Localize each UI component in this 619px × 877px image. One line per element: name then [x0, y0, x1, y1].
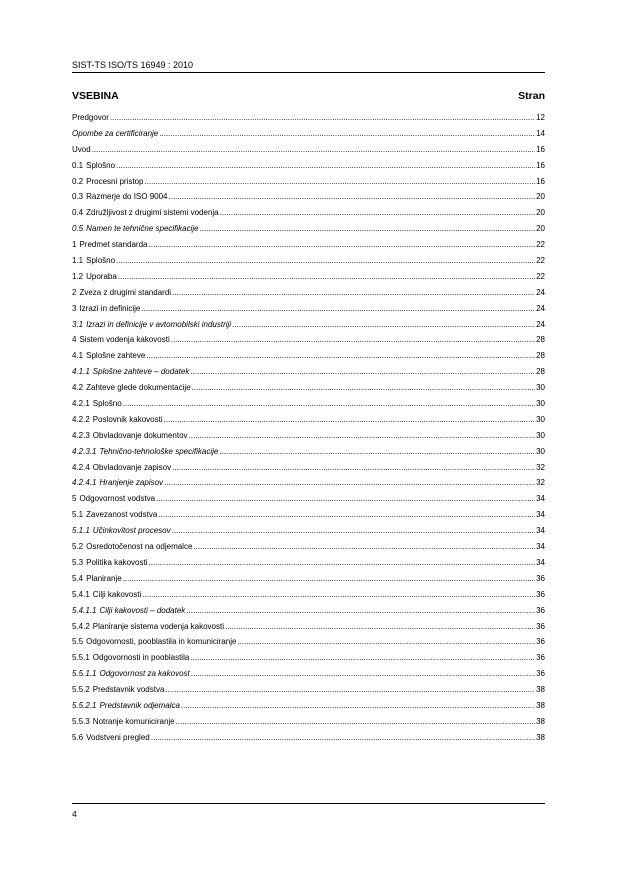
toc-leader-dots — [110, 113, 535, 122]
toc-entry-number: 3 — [72, 303, 77, 313]
toc-entry-number: 5.4 — [72, 573, 84, 583]
toc-entry-page: 30 — [536, 446, 545, 456]
toc-entry-page: 38 — [536, 685, 545, 695]
toc-entry-number: 4 — [72, 335, 77, 345]
toc-entry[interactable] — [72, 494, 545, 510]
toc-entry-label: Združljivost z drugimi sistemi vodenja — [86, 208, 219, 218]
toc-leader-dots — [92, 145, 535, 154]
toc-entry-number: 5.1 — [72, 510, 84, 520]
toc-leader-dots — [116, 256, 535, 265]
page-number: 4 — [72, 809, 77, 819]
toc-entry-label: Namen te tehnične specifikacije — [86, 224, 199, 234]
toc-entry-number: 5.5 — [72, 637, 84, 647]
toc-entry-page: 36 — [536, 669, 545, 679]
toc-entry-label: Izrazi in definicije v avtomobilski industriji — [86, 319, 232, 329]
toc-leader-dots — [176, 717, 535, 726]
toc-entry-label: Opombe za certificiranje — [72, 128, 159, 138]
toc-entry-label: Odgovornost vodstva — [79, 494, 156, 504]
toc-leader-dots — [165, 685, 535, 694]
toc-leader-dots — [146, 351, 535, 360]
toc-entry-number: 5.6 — [72, 732, 84, 742]
toc-entry-label: Splošno — [86, 160, 116, 170]
toc-entry-page: 36 — [536, 605, 545, 615]
toc-title: VSEBINA — [72, 90, 119, 102]
toc-title-row — [72, 90, 545, 102]
toc-entry-label: Splošno — [92, 399, 122, 409]
toc-entry-label: Notranje komuniciranje — [92, 716, 175, 726]
toc-leader-dots — [123, 574, 535, 583]
toc-entry-page: 28 — [536, 367, 545, 377]
toc-entry-label: Predstavnik vodstva — [92, 685, 165, 695]
toc-entry-label: Splošne zahteve – dodatek — [92, 367, 190, 377]
toc-leader-dots — [189, 431, 536, 440]
toc-entry-label: Odgovornosti in pooblastila — [92, 653, 190, 663]
header-rule — [72, 72, 545, 73]
footer-rule — [72, 803, 545, 804]
toc-leader-dots — [159, 129, 535, 138]
toc-entry-page: 36 — [536, 589, 545, 599]
toc-leader-dots — [219, 447, 535, 456]
toc-entry[interactable] — [72, 367, 545, 383]
toc-entry-label: Predmet standarda — [79, 240, 148, 250]
toc-entry-number: 5.5.3 — [72, 716, 90, 726]
toc-entry[interactable] — [72, 335, 545, 351]
toc-entry-number: 5.4.2 — [72, 621, 90, 631]
toc-leader-dots — [193, 542, 535, 551]
toc-entry-page: 24 — [536, 319, 545, 329]
toc-leader-dots — [156, 494, 535, 503]
toc-entry-number: 0.5 — [72, 224, 84, 234]
toc-entry[interactable] — [72, 256, 545, 272]
toc-entry[interactable] — [72, 177, 545, 193]
toc-entry-label: Osredotočenost na odjemalce — [86, 542, 193, 552]
toc-entry[interactable] — [72, 622, 545, 638]
toc-entry-page: 14 — [536, 128, 545, 138]
toc-entry-page: 30 — [536, 399, 545, 409]
toc-leader-dots — [149, 240, 536, 249]
toc-entry[interactable] — [72, 399, 545, 415]
toc-entry[interactable] — [72, 637, 545, 653]
toc-entry-label: Procesni pristop — [86, 176, 144, 186]
toc-leader-dots — [123, 399, 535, 408]
toc-entry-label: Predstavnik odjemalca — [99, 700, 180, 710]
toc-entry-number: 3.1 — [72, 319, 84, 329]
toc-entry-label: Vodstveni pregled — [86, 732, 150, 742]
toc-entry-page: 32 — [536, 462, 545, 472]
toc-leader-dots — [172, 463, 535, 472]
toc-entry[interactable] — [72, 574, 545, 590]
toc-leader-dots — [191, 669, 535, 678]
toc-entry-page: 38 — [536, 716, 545, 726]
toc-entry-label: Cilji kakovosti – dodatek — [99, 605, 186, 615]
toc-entry[interactable] — [72, 272, 545, 288]
toc-entry-page: 38 — [536, 732, 545, 742]
toc-entry-number: 4.2.4.1 — [72, 478, 97, 488]
toc-entry-label: Splošne zahteve — [86, 351, 146, 361]
toc-entry-label: Tehnično-tehnološke specifikacije — [99, 446, 219, 456]
toc-entry-label: Obvladovanje zapisov — [92, 462, 172, 472]
toc-entry-page: 22 — [536, 256, 545, 266]
toc-leader-dots — [164, 415, 535, 424]
toc-entry-label: Izrazi in definicije — [79, 303, 141, 313]
toc-entry-page: 30 — [536, 383, 545, 393]
toc-entry-page: 34 — [536, 510, 545, 520]
toc-leader-dots — [164, 478, 535, 487]
toc-entry-number: 5.5.2 — [72, 685, 90, 695]
toc-entry-number: 4.2 — [72, 383, 84, 393]
toc-entry-page: 20 — [536, 208, 545, 218]
toc-entry-page: 16 — [536, 144, 545, 154]
toc-leader-dots — [186, 606, 535, 615]
toc-entry-page: 20 — [536, 192, 545, 202]
toc-entry-label: Odgovornost za kakovost — [99, 669, 190, 679]
toc-entry[interactable] — [72, 669, 545, 685]
toc-entry-page: 24 — [536, 287, 545, 297]
toc-entry[interactable] — [72, 510, 545, 526]
toc-leader-dots — [237, 637, 535, 646]
toc-entry[interactable] — [72, 224, 545, 240]
toc-entry[interactable] — [72, 129, 545, 145]
toc-entry[interactable] — [72, 685, 545, 701]
toc-entry-number: 0.2 — [72, 176, 84, 186]
toc-entry-label: Zahteve glede dokumentacije — [86, 383, 191, 393]
toc-leader-dots — [172, 526, 535, 535]
toc-entry[interactable] — [72, 542, 545, 558]
toc-entry-page: 36 — [536, 653, 545, 663]
toc-entry[interactable] — [72, 320, 545, 336]
toc-entry-page: 30 — [536, 430, 545, 440]
toc-entry-page: 32 — [536, 478, 545, 488]
toc-entry-number: 5 — [72, 494, 77, 504]
toc-entry[interactable] — [72, 431, 545, 447]
toc-entry-number: 1 — [72, 240, 77, 250]
toc-leader-dots — [171, 335, 535, 344]
toc-leader-dots — [181, 701, 535, 710]
table-of-contents — [72, 113, 545, 749]
toc-entry-label: Odgovornosti, pooblastila in komuniciranje — [86, 637, 237, 647]
toc-entry-number: 2 — [72, 287, 77, 297]
toc-leader-dots — [144, 177, 535, 186]
toc-entry-number: 5.4.1 — [72, 589, 90, 599]
toc-entry-number: 5.3 — [72, 557, 84, 567]
toc-entry-number: 4.2.3.1 — [72, 446, 97, 456]
toc-entry[interactable] — [72, 192, 545, 208]
toc-entry-page: 30 — [536, 414, 545, 424]
toc-entry[interactable] — [72, 161, 545, 177]
toc-entry[interactable] — [72, 304, 545, 320]
toc-entry-label: Obvladovanje dokumentov — [92, 430, 188, 440]
toc-entry-number: 4.2.1 — [72, 399, 90, 409]
toc-entry-label: Uvod — [72, 144, 91, 154]
toc-entry-page: 34 — [536, 526, 545, 536]
toc-leader-dots — [232, 320, 535, 329]
toc-entry-number: 5.5.2.1 — [72, 700, 97, 710]
toc-leader-dots — [148, 558, 535, 567]
toc-entry[interactable] — [72, 145, 545, 161]
toc-leader-dots — [172, 288, 535, 297]
toc-entry-page: 22 — [536, 240, 545, 250]
toc-entry-page: 36 — [536, 621, 545, 631]
toc-leader-dots — [118, 272, 535, 281]
toc-entry[interactable] — [72, 351, 545, 367]
toc-entry[interactable] — [72, 383, 545, 399]
toc-entry[interactable] — [72, 701, 545, 717]
toc-entry-number: 5.1.1 — [72, 526, 90, 536]
toc-entry-label: Zveza z drugimi standardi — [79, 287, 172, 297]
toc-entry-label: Predgovor — [72, 113, 109, 122]
toc-page-column-label: Stran — [518, 90, 545, 102]
toc-entry[interactable] — [72, 558, 545, 574]
toc-entry-page: 34 — [536, 557, 545, 567]
toc-entry[interactable] — [72, 113, 545, 129]
toc-entry-page: 34 — [536, 494, 545, 504]
toc-entry-page: 20 — [536, 224, 545, 234]
toc-entry-label: Planiranje sistema vodenja kakovosti — [92, 621, 224, 631]
toc-leader-dots — [220, 208, 535, 217]
toc-leader-dots — [192, 383, 535, 392]
toc-entry-number: 4.2.4 — [72, 462, 90, 472]
toc-entry-label: Uporaba — [86, 271, 117, 281]
toc-entry[interactable] — [72, 288, 545, 304]
toc-entry-label: Splošno — [86, 256, 116, 266]
toc-entry-label: Sistem vodenja kakovosti — [79, 335, 170, 345]
toc-entry[interactable] — [72, 590, 545, 606]
toc-entry-page: 24 — [536, 303, 545, 313]
toc-entry-number: 4.2.2 — [72, 414, 90, 424]
toc-entry-number: 1.1 — [72, 256, 84, 266]
toc-entry[interactable] — [72, 733, 545, 749]
toc-entry-number: 5.5.1.1 — [72, 669, 97, 679]
toc-leader-dots — [158, 510, 535, 519]
toc-entry-number: 5.4.1.1 — [72, 605, 97, 615]
toc-entry-page: 28 — [536, 335, 545, 345]
toc-entry-number: 1.2 — [72, 271, 84, 281]
toc-entry[interactable] — [72, 415, 545, 431]
toc-entry[interactable] — [72, 717, 545, 733]
toc-entry-page: 36 — [536, 637, 545, 647]
document-id: SIST-TS ISO/TS 16949 : 2010 — [72, 60, 194, 70]
toc-entry[interactable] — [72, 463, 545, 479]
toc-leader-dots — [141, 304, 535, 313]
toc-entry-label: Razmerje do ISO 9004 — [86, 192, 168, 202]
toc-entry[interactable] — [72, 240, 545, 256]
toc-leader-dots — [225, 622, 535, 631]
toc-leader-dots — [151, 733, 535, 742]
toc-leader-dots — [169, 192, 536, 201]
toc-entry-number: 5.2 — [72, 542, 84, 552]
toc-leader-dots — [142, 590, 535, 599]
toc-entry-page: 22 — [536, 271, 545, 281]
toc-entry[interactable] — [72, 606, 545, 622]
toc-entry-label: Politika kakovosti — [86, 557, 148, 567]
toc-entry-number: 0.4 — [72, 208, 84, 218]
toc-entry[interactable] — [72, 478, 545, 494]
toc-entry-label: Planiranje — [86, 573, 122, 583]
toc-entry-number: 0.3 — [72, 192, 84, 202]
toc-entry-page: 34 — [536, 542, 545, 552]
toc-entry-page: 16 — [536, 160, 545, 170]
toc-entry-page: 38 — [536, 700, 545, 710]
toc-entry-number: 4.2.3 — [72, 430, 90, 440]
toc-entry-number: 4.1 — [72, 351, 84, 361]
toc-entry-label: Zavezanost vodstva — [86, 510, 158, 520]
toc-entry-label: Cilji kakovosti — [92, 589, 142, 599]
toc-entry[interactable] — [72, 208, 545, 224]
toc-entry-number: 5.5.1 — [72, 653, 90, 663]
toc-leader-dots — [190, 653, 535, 662]
toc-entry[interactable] — [72, 447, 545, 463]
toc-entry-number: 0.1 — [72, 160, 84, 170]
toc-entry-page: 36 — [536, 573, 545, 583]
toc-entry-label: Hranjenje zapisov — [99, 478, 164, 488]
toc-leader-dots — [116, 161, 535, 170]
toc-entry-page: 12 — [536, 113, 545, 122]
toc-leader-dots — [190, 367, 535, 376]
toc-entry-label: Poslovnik kakovosti — [92, 414, 163, 424]
toc-entry-page: 28 — [536, 351, 545, 361]
toc-leader-dots — [200, 224, 535, 233]
toc-entry[interactable] — [72, 526, 545, 542]
toc-entry-number: 4.1.1 — [72, 367, 90, 377]
toc-entry-label: Učinkovitost procesov — [92, 526, 171, 536]
toc-entry[interactable] — [72, 653, 545, 669]
toc-entry-page: 16 — [536, 176, 545, 186]
